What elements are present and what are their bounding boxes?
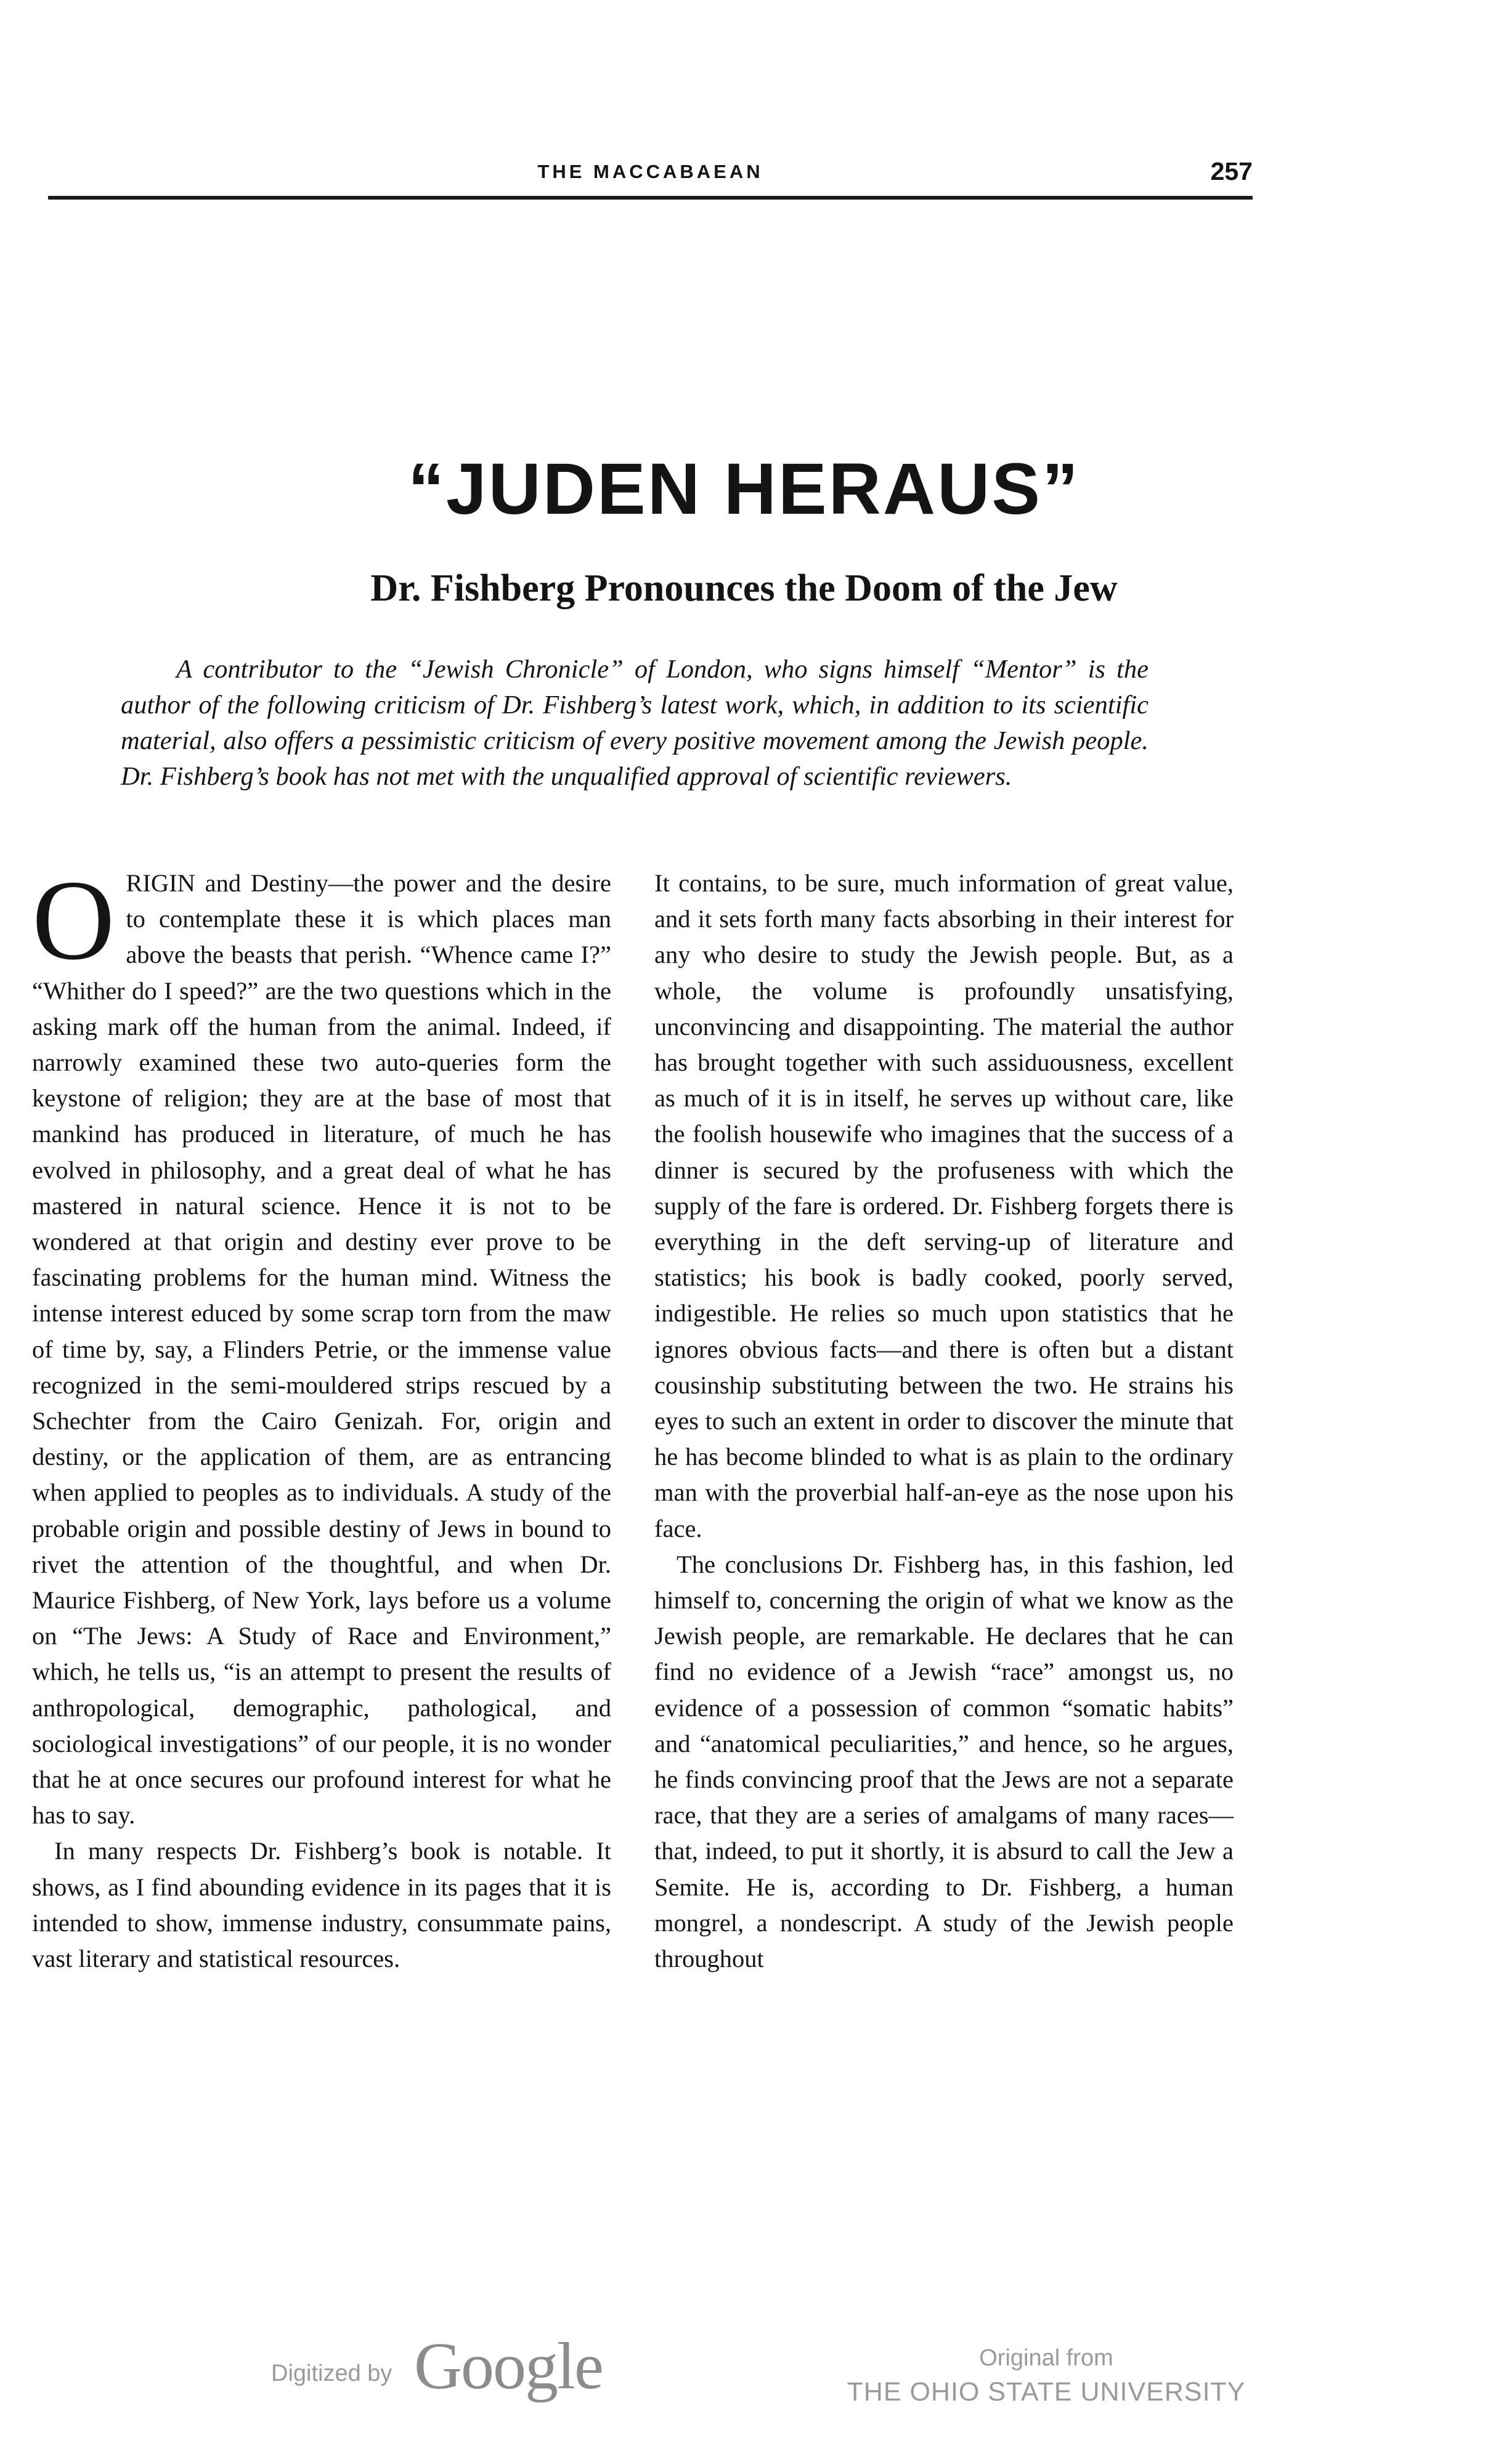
body-paragraph: It contains, to be sure, much information of great value, and it sets forth many facts absorbing in their interest for any who desire to study the Jewish people. But, as a whole, the volume is profoundly unsatisfying, unconvincing and disappointing. The material the author has brought together with such assiduousness, excellent as much of it is in itself, he serves up without care, like the foolish housewife who imagines that the success of a dinner is secured by the profuseness with which the supply of the fare is ordered. Dr. Fishberg forgets there is everything in the deft serving-up of literature and statistics; his book is badly cooked, poorly served, indigestible. He relies so much upon statistics that he ignores obvious facts—and there is often but a distant cousinship substituting between the two. He strains his eyes to such an extent in order to discover the minute that he has become blinded to what is as plain to the ordinary man with the proverbial half-an-eye as the nose upon his face. bbox=[654, 869, 1234, 1542]
journal-name: THE MACCABAEAN bbox=[537, 161, 763, 182]
page-number: 257 bbox=[1210, 157, 1253, 185]
body-paragraph: In many respects Dr. Fishberg’s book is notable. It shows, as I find abounding evidence in its pages that it is intended to show, immense industry, consummate pains, vast literary and statistical resources. bbox=[32, 1837, 611, 1973]
article-title: “JUDEN HERAUS” bbox=[407, 448, 1081, 530]
google-logo: Google bbox=[414, 2330, 603, 2403]
left-column bbox=[32, 857, 611, 1977]
right-column bbox=[654, 865, 1234, 1977]
original-from-label: Original from bbox=[979, 2345, 1113, 2371]
digitized-by-label: Digitized by bbox=[271, 2361, 392, 2386]
paragraph-text: RIGIN and Destiny—the power and the desire to contemplate these it is which places man above the beasts that perish. “Whence came I?” “Whither do I speed?” are the two questions which in the asking mark off the human from the animal. Indeed, if narrowly examined these two auto-queries form the keystone of religion; they are at the base of most that mankind has produced in literature, of much he has evolved in philosophy, and a great deal of what he has mastered in natural science. Hence it is not to be wondered at that origin and destiny ever prove to be fascinating problems for the human mind. Witness the intense interest educed by some scrap torn from the maw of time by, say, a Flinders Petrie, or the immense value recognized in the semi-mouldered strips rescued by a Schechter from the Cairo Genizah. For, origin and destiny, or the application of them, are as entrancing when applied to peoples as to individuals. A study of the probable origin and possible destiny of Jews in bound to rivet the attention of the thoughtful, and when Dr. Maurice Fishberg, of New York, lays before us a volume on “The Jews: A Study of Race and Environment,” which, he tells us, “is an attempt to present the results of anthropological, demographic, pathological, and sociological investigations” of our people, it is no wonder that he at once secures our profound interest for what he has to say. bbox=[32, 869, 611, 1830]
drop-cap: O bbox=[32, 857, 115, 984]
digitization-footer bbox=[0, 2328, 1488, 2452]
article-subtitle: Dr. Fishberg Pronounces the Doom of the Jew bbox=[370, 567, 1118, 609]
provenance bbox=[843, 2342, 1250, 2410]
header-rule bbox=[48, 196, 1253, 200]
editor-note: A contributor to the “Jewish Chronicle” of London, who signs himself “Mentor” is the author of the following criticism of Dr. Fishberg’s latest work, which, in addition to its scientific material, also offers a pessimistic criticism of every positive movement among the Jewish people. Dr. Fishberg’s book has not met with the unqualified approval of scientific reviewers. bbox=[121, 655, 1149, 791]
body-paragraph bbox=[32, 857, 611, 1833]
body-paragraph: The conclusions Dr. Fishberg has, in this fashion, led himself to, concerning the origin of what we know as the Jewish people, are remarkable. He declares that he can find no evidence of a Jewish “race” amongst us, no evidence of a possession of common “somatic habits” and “anatomical peculiarities,” and hence, so he argues, he finds convincing proof that the Jews are not a separate race, that they are a series of amalgams of many races—that, indeed, to put it shortly, it is absurd to call the Jew a Semite. He is, according to Dr. Fishberg, a human mongrel, a nondescript. A study of the Jewish people throughout bbox=[654, 1550, 1234, 1973]
institution-name: THE OHIO STATE UNIVERSITY bbox=[847, 2377, 1246, 2407]
running-head bbox=[48, 157, 1253, 194]
